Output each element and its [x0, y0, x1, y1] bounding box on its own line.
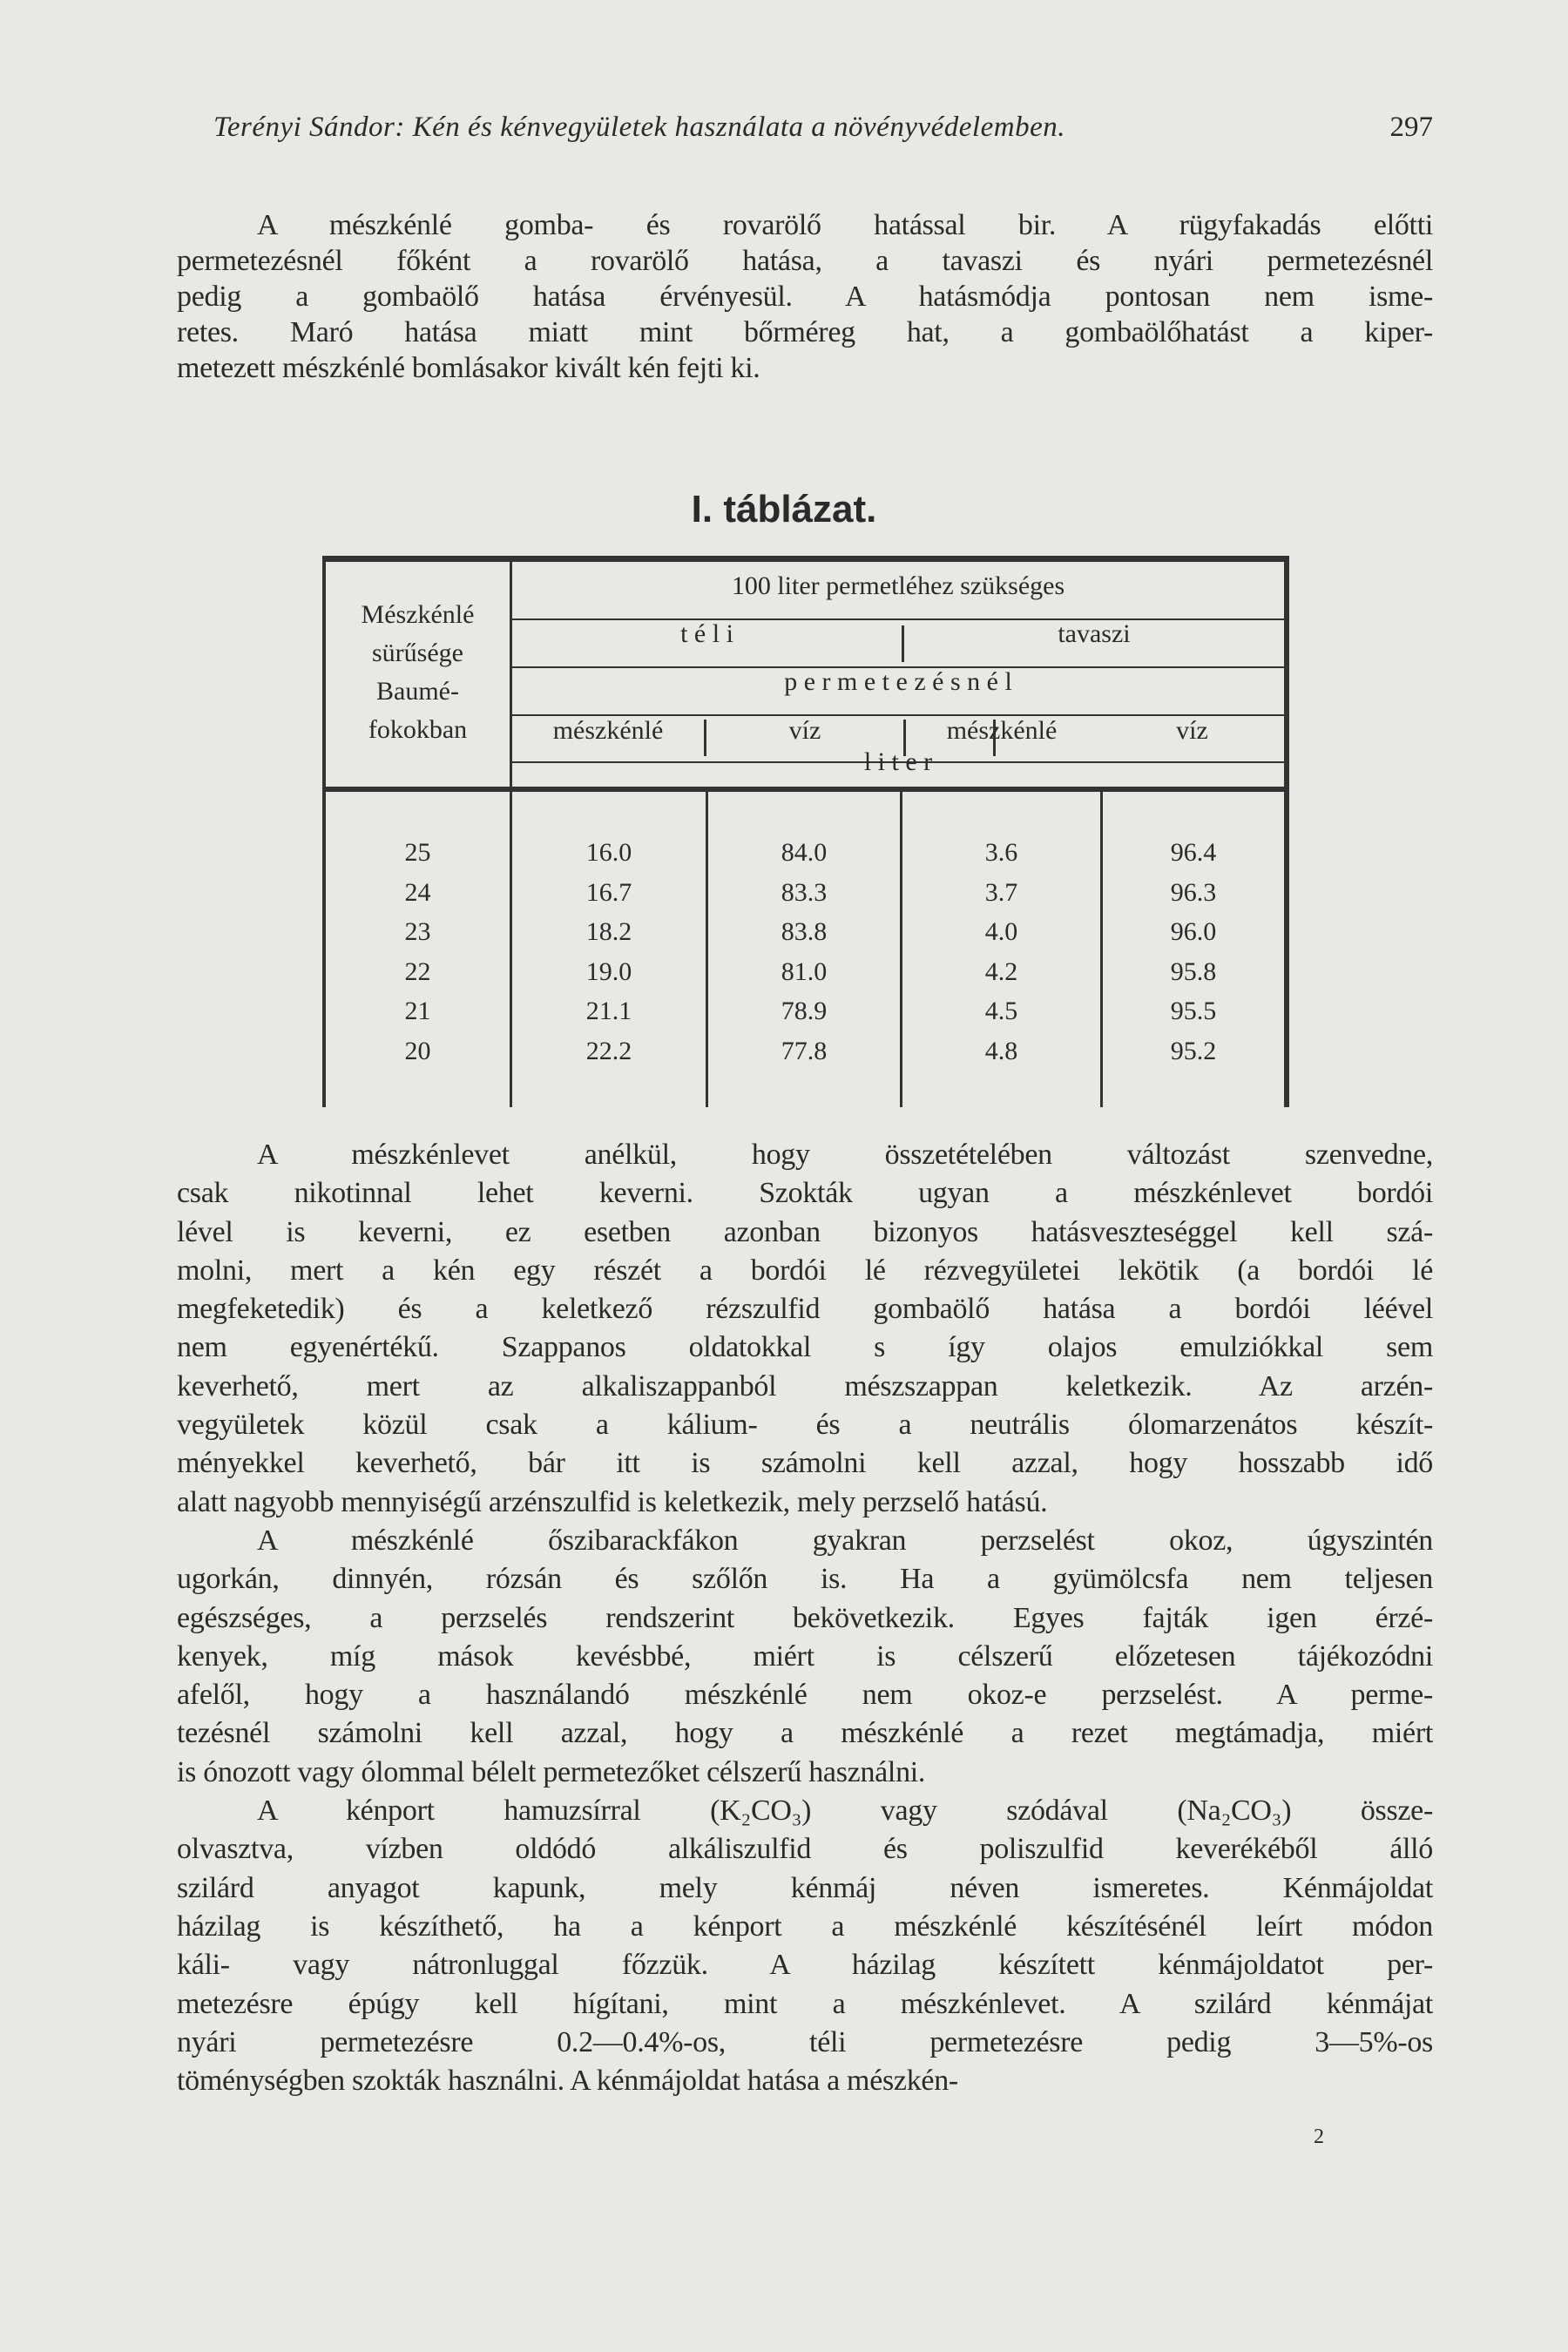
sub-header: p e r m e t e z é s n é l: [784, 667, 1012, 696]
table-header-rule: [322, 787, 1289, 792]
header-line: Mészkénlé: [361, 600, 475, 629]
text-line: kenyek, míg mások kevésbbé, miért is célszerű előzetesen tájékozódni: [177, 1639, 1433, 1673]
text-line: olvasztva, vízben oldódó alkáliszulfid és poliszulfid keverékéből álló: [177, 1833, 1433, 1866]
unit-header: l i t e r: [863, 747, 933, 776]
text-line: permetezésnél főként a rovarölő hatása, a tavaszi és nyári permetezésnél: [177, 245, 1433, 277]
text-line: ményekkel keverhető, bár itt is számolni kell azzal, hogy hosszabb idő: [177, 1447, 1433, 1480]
table-cell: 23: [404, 917, 431, 946]
table-cell: 78.9: [781, 997, 828, 1025]
table-cell: 4.0: [984, 917, 1018, 946]
group-header-winter: t é l i: [680, 619, 733, 648]
table-cell: 81.0: [781, 956, 828, 986]
table-cell: 19.0: [585, 956, 632, 986]
table-cell: 96.3: [1170, 877, 1217, 907]
table-cell: 22.2: [585, 1036, 632, 1065]
text-line: A mészkénlevet anélkül, hogy összetételében változást szenvedne,: [257, 1139, 1433, 1171]
text-line: töménységben szokták használni. A kénmájoldat hatása a mészkén-: [177, 2065, 958, 2098]
text-line: metezett mészkénlé bomlásakor kivált kén fejti ki.: [177, 352, 760, 384]
table-row: [322, 952, 1289, 991]
text-line: megfeketedik) és a keletkező rézszulfid gombaölő hatása a bordói léével: [177, 1293, 1433, 1326]
table-cell: 24: [404, 877, 431, 907]
page-number: 297: [1389, 112, 1433, 143]
running-title: Terényi Sándor: Kén és kénvegyületek használata a növényvédelemben.: [213, 112, 1065, 143]
table-row: [322, 833, 1289, 872]
text-line: szilárd anyagot kapunk, mely kénmáj néven ismeretes. Kénmájoldat: [177, 1871, 1433, 1904]
header-line: sürűsége: [372, 639, 463, 667]
table-cell: 20: [404, 1036, 431, 1065]
table-title: I. táblázat.: [691, 488, 877, 531]
table-cell: 25: [404, 838, 431, 867]
table-cell: 84.0: [781, 838, 828, 867]
table-row: [322, 873, 1289, 912]
data-table: [322, 556, 1289, 1107]
table-cell: 95.5: [1170, 997, 1217, 1025]
text-line: csak nikotinnal lehet keverni. Szokták ugyan a mészkénlevet bordói: [177, 1177, 1433, 1210]
table-cell: 21: [404, 997, 431, 1025]
first-column-header: [326, 596, 510, 749]
col-header-water-winter: víz: [788, 716, 821, 745]
table-cell: 4.8: [984, 1036, 1018, 1065]
text-line: pedig a gombaölő hatása érvényesül. A hatásmódja pontosan nem isme-: [177, 280, 1433, 313]
text-line: retes. Maró hatása miatt mint bőrméreg hat, a gombaölőhatást a kiper-: [177, 316, 1433, 348]
text-line: molni, mert a kén egy részét a bordói lé rézvegyületei lekötik (a bordói lé: [177, 1254, 1433, 1287]
table-cell: 95.2: [1170, 1036, 1217, 1065]
text-line: vegyületek közül csak a kálium- és a neutrális ólomarzenátos készít-: [177, 1409, 1433, 1442]
table-cell: 22: [404, 956, 431, 986]
table-cell: 18.2: [585, 917, 632, 946]
table-cell: 95.8: [1170, 956, 1217, 986]
text-line: metezésre épúgy kell hígítani, mint a mészkénlevet. A szilárd kénmájat: [177, 1987, 1433, 2020]
table-cell: 4.2: [984, 956, 1018, 986]
text-line: nyári permetezésre 0.2—0.4%-os, téli permetezésre pedig 3—5%-os: [177, 2025, 1433, 2058]
text-line: A mészkénlé őszibarackfákon gyakran perzselést okoz, úgyszintén: [257, 1524, 1433, 1557]
text-line: káli- vagy nátronluggal főzzük. A házilag készített kénmájoldatot per-: [177, 1949, 1433, 1982]
table-top-rule: [322, 556, 1289, 562]
text-line: nem egyenértékű. Szappanos oldatokkal s így olajos emulziókkal sem: [177, 1331, 1433, 1364]
col-header-water-spring: víz: [1176, 716, 1208, 745]
text-line: egészséges, a perzselés rendszerint bekövetkezik. Egyes fajták igen érzé-: [177, 1601, 1433, 1634]
table-row: [322, 1031, 1289, 1071]
top-header: 100 liter permetléhez szükséges: [731, 571, 1065, 600]
table-cell: 21.1: [585, 997, 632, 1025]
text-line: is ónozott vagy ólommal bélelt permetezőket célszerű használni.: [177, 1755, 926, 1788]
table-cell: 77.8: [781, 1036, 828, 1065]
text-line: lével is keverni, ez esetben azonban bizonyos hatásveszteséggel kell szá-: [177, 1215, 1433, 1248]
text-line: alatt nagyobb mennyiségű arzénszulfid is keletkezik, mely perzselő hatású.: [177, 1485, 1048, 1518]
text-line: keverhető, mert az alkaliszappanból mészszappan keletkezik. Az arzén-: [177, 1369, 1433, 1402]
text-line: tezésnél számolni kell azzal, hogy a mészkénlé a rezet megtámadja, miért: [177, 1717, 1433, 1750]
text-line: A mészkénlé gomba- és rovarölő hatással bir. A rügyfakadás előtti: [257, 209, 1433, 241]
group-header-spring: tavaszi: [1058, 619, 1131, 648]
text-line: afelől, hogy a használandó mészkénlé nem okoz-e perzselést. A perme-: [177, 1679, 1433, 1712]
table-cell: 3.7: [984, 877, 1018, 907]
table-cell: 96.4: [1170, 838, 1217, 867]
table-cell: 3.6: [984, 838, 1018, 867]
table-cell: 83.8: [781, 917, 828, 946]
table-cell: 16.7: [585, 877, 632, 907]
col-header-lime-sulfur-spring: mészkénlé: [946, 716, 1058, 745]
text-line: ugorkán, dinnyén, rózsán és szőlőn is. Ha a gyümölcsfa nem teljesen: [177, 1563, 1433, 1596]
text-line: A kénport hamuzsírral (K₂CO₃) vagy szódával (Na₂CO₃) össze-: [257, 1794, 1433, 1828]
header-line: Baumé-: [376, 677, 459, 706]
col-header-lime-sulfur-winter: mészkénlé: [552, 716, 664, 745]
text-line: házilag is készíthető, ha a kénport a mészkénlé készítésénél leírt módon: [177, 1909, 1433, 1943]
table-cell: 96.0: [1170, 917, 1217, 946]
header-line: fokokban: [368, 715, 468, 744]
table-row: [322, 991, 1289, 1031]
signature-mark: 2: [1314, 2126, 1324, 2148]
running-header: [213, 112, 1433, 155]
table-row: [322, 912, 1289, 951]
table-cell: 16.0: [585, 838, 632, 867]
paragraph-1: [177, 207, 1433, 386]
table-cell: 4.5: [984, 997, 1018, 1025]
table-cell: 83.3: [781, 877, 828, 907]
paragraph-2: [177, 1136, 1433, 2100]
